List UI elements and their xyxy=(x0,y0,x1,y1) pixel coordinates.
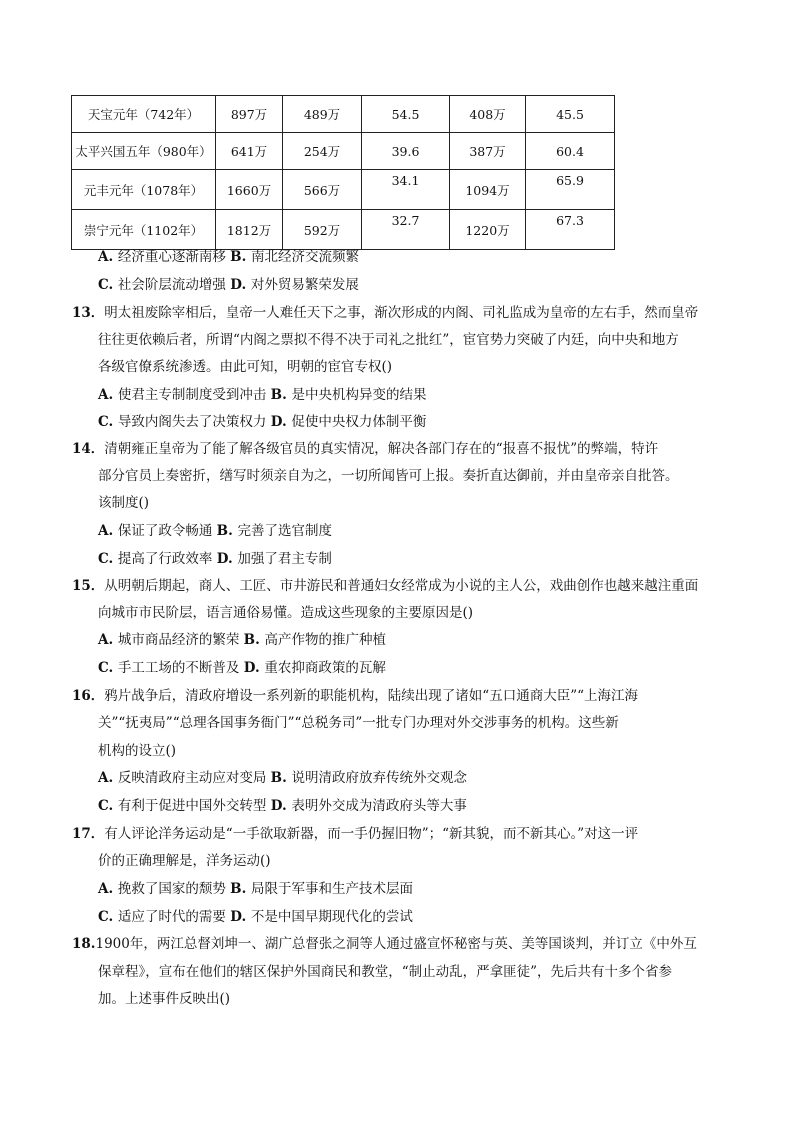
question-number: 15． xyxy=(72,578,105,594)
question-14 xyxy=(72,439,658,459)
question-stem: 部分官员上奏密折，缮写时须亲自为之，一切所闻皆可上报。奏折直达御前，并由皇帝亲自批答。 xyxy=(98,468,679,484)
table-cell: 天宝元年（742年） xyxy=(72,96,216,133)
question-stem: 1900年，两江总督刘坤一、湖广总督张之洞等人通过盛宣怀秘密与英、美等国谈判，并订立《中外互 xyxy=(95,936,697,952)
table-cell: 1220万 xyxy=(450,210,526,250)
question-stem: 从明朝后期起，商人、工匠、市井游民和普通妇女经常成为小说的主人公，戏曲创作也越来越注重面 xyxy=(104,578,699,594)
table-cell: 崇宁元年（1102年） xyxy=(72,210,216,250)
question-stem: 清朝雍正皇帝为了能了解各级官员的真实情况，解决各部门存在的“报喜不报忧”的弊端，特许 xyxy=(104,441,659,457)
option-line: C. 导致内阁失去了决策权力 D. 促使中央权力体制平衡 xyxy=(98,414,427,430)
question-stem: 各级官僚系统渗透。由此可知，明朝的宦官专权() xyxy=(98,359,393,375)
table-row xyxy=(72,210,615,250)
table-cell: 1660万 xyxy=(216,170,283,210)
question-17 xyxy=(72,824,638,844)
question-stem: 明太祖废除宰相后，皇帝一人难任天下之事，渐次形成的内阁、司礼监成为皇帝的左右手，然而皇帝 xyxy=(104,305,699,321)
table-row xyxy=(72,170,615,210)
option-line: C. 有利于促进中国外交转型 D. 表明外交成为清政府头等大事 xyxy=(98,798,467,814)
option-line: C. 提高了行政效率 D. 加强了君主专制 xyxy=(98,551,332,567)
data-table xyxy=(71,95,615,250)
table-cell: 太平兴国五年（980年） xyxy=(72,133,216,170)
table-cell: 254万 xyxy=(283,133,362,170)
table-cell: 1094万 xyxy=(450,170,526,210)
table-cell: 592万 xyxy=(283,210,362,250)
question-stem: 加。上述事件反映出() xyxy=(98,991,231,1007)
question-number: 13． xyxy=(72,305,105,321)
table-row xyxy=(72,133,615,170)
question-13 xyxy=(72,303,698,323)
table-cell: 566万 xyxy=(283,170,362,210)
table-cell: 54.5 xyxy=(362,96,450,133)
question-stem: 有人评论洋务运动是“一手欲取新器，而一手仍握旧物”；“新其貌，而不新其心。”对这一评 xyxy=(104,826,639,842)
option-line: A. 保证了政令畅通 B. 完善了选官制度 xyxy=(98,523,332,539)
table-cell: 897万 xyxy=(216,96,283,133)
option-line: A. 经济重心逐渐南移 B. 南北经济交流频繁 xyxy=(98,249,359,265)
question-number: 14． xyxy=(72,441,105,457)
question-15 xyxy=(72,576,698,596)
question-stem: 价的正确理解是，洋务运动() xyxy=(98,853,271,869)
table-cell: 1812万 xyxy=(216,210,283,250)
table-cell: 65.9 xyxy=(526,170,615,210)
table-cell: 60.4 xyxy=(526,133,615,170)
option-line: C. 社会阶层流动增强 D. 对外贸易繁荣发展 xyxy=(98,277,359,293)
option-line: A. 反映清政府主动应对变局 B. 说明清政府放弃传统外交观念 xyxy=(98,770,467,786)
table-cell: 45.5 xyxy=(526,96,615,133)
table-cell: 32.7 xyxy=(362,210,450,250)
question-16 xyxy=(72,686,638,706)
option-line: A. 挽救了国家的颓势 B. 局限于军事和生产技术层面 xyxy=(98,881,413,897)
table-cell: 39.6 xyxy=(362,133,450,170)
question-number: 18. xyxy=(72,936,96,952)
table-cell: 67.3 xyxy=(526,210,615,250)
table-cell: 387万 xyxy=(450,133,526,170)
question-stem: 机构的设立() xyxy=(98,743,177,759)
question-stem: 关”“抚夷局”“总理各国事务衙门”“总税务司”一批专门办理对外交涉事务的机构。这些新 xyxy=(98,715,619,731)
question-stem: 往往更依赖后者，所谓“内阁之票拟不得不决于司礼之批红”，宦官势力突破了内廷，向中央和地方 xyxy=(98,332,679,348)
table-cell: 元丰元年（1078年） xyxy=(72,170,216,210)
table-cell: 641万 xyxy=(216,133,283,170)
option-line: C. 适应了时代的需要 D. 不是中国早期现代化的尝试 xyxy=(98,909,413,925)
question-stem: 该制度() xyxy=(98,495,150,511)
question-number: 17． xyxy=(72,826,105,842)
table-cell: 408万 xyxy=(450,96,526,133)
question-stem: 保章程》，宣布在他们的辖区保护外国商民和教堂，“制止动乱，严拿匪徒”，先后共有十多个省参 xyxy=(98,964,673,980)
question-stem: 向城市市民阶层，语言通俗易懂。造成这些现象的主要原因是() xyxy=(98,605,474,621)
question-number: 16． xyxy=(72,688,105,704)
table-cell: 489万 xyxy=(283,96,362,133)
option-line: A. 使君主专制制度受到冲击 B. 是中央机构异变的结果 xyxy=(98,387,427,403)
option-line: A. 城市商品经济的繁荣 B. 高产作物的推广种植 xyxy=(98,632,386,648)
table-row xyxy=(72,96,615,133)
option-line: C. 手工工场的不断普及 D. 重农抑商政策的瓦解 xyxy=(98,660,386,676)
table-cell: 34.1 xyxy=(362,170,450,210)
question-18 xyxy=(72,934,697,954)
question-stem: 鸦片战争后，清政府增设一系列新的职能机构，陆续出现了诸如“五口通商大臣”“上海江海 xyxy=(104,688,639,704)
